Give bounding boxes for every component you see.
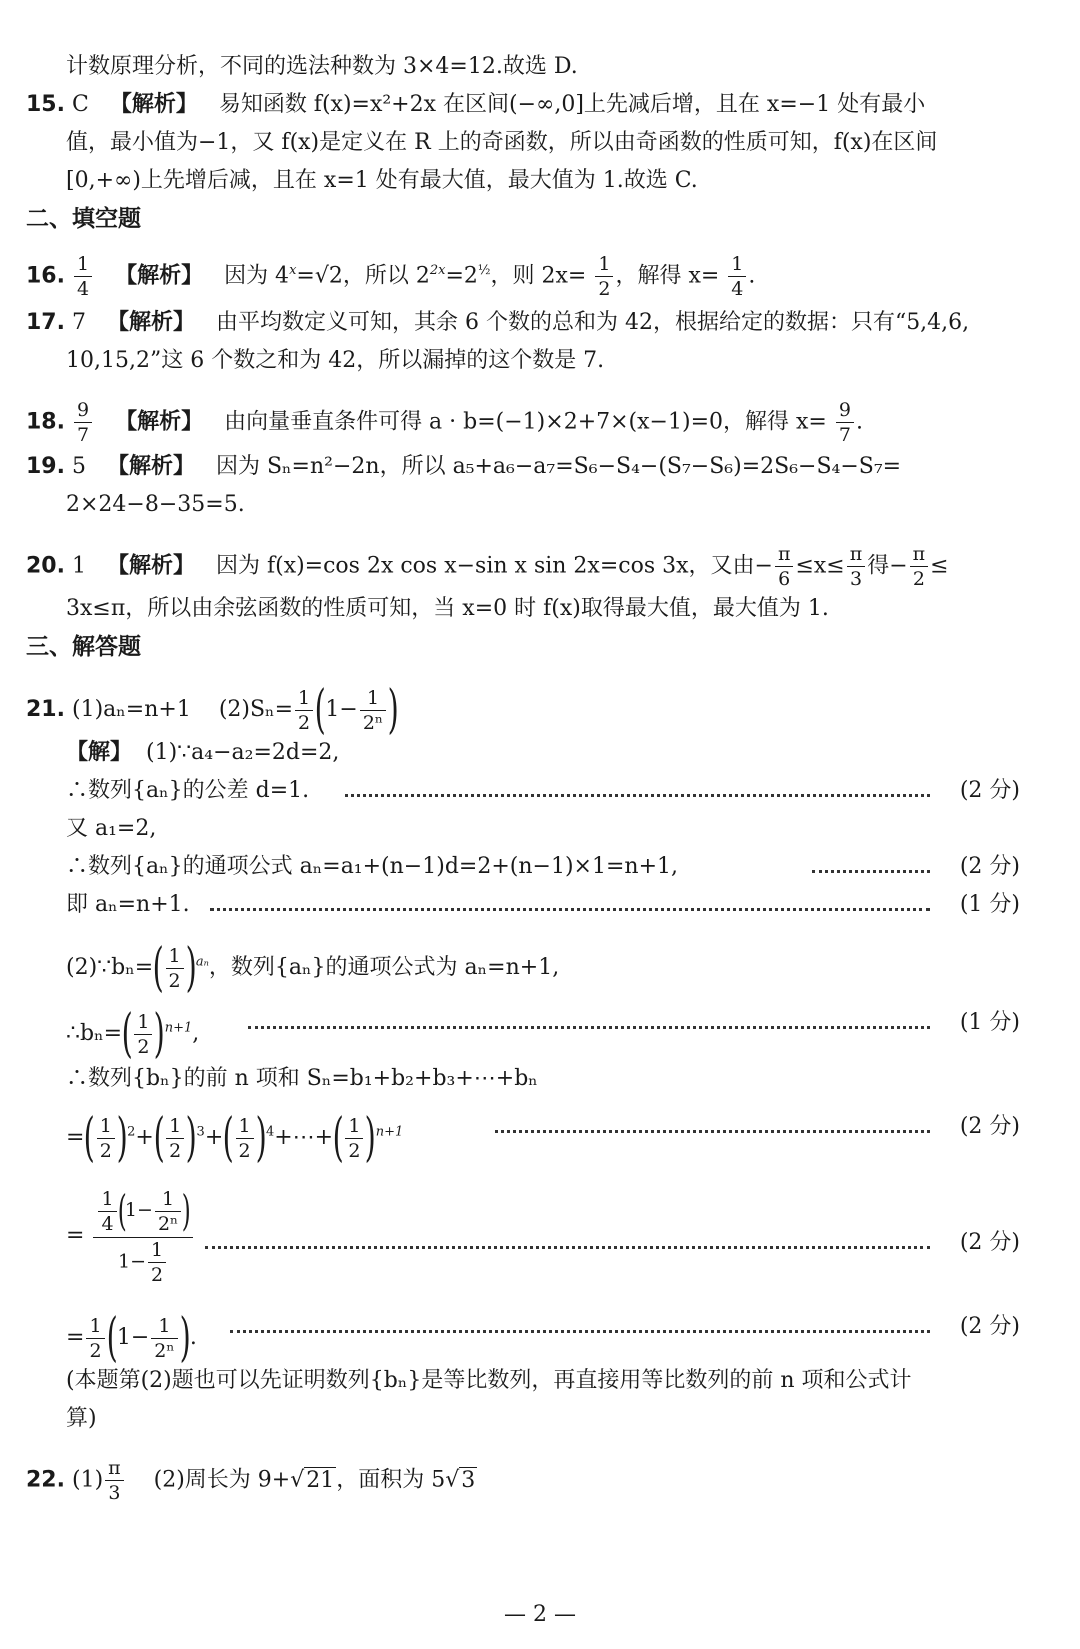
q16-tag: 【解析】 (115, 263, 204, 289)
q21-note-line1: (本题第(2)题也可以先证明数列{bₙ}是等比数列，再直接用等比数列的前 n 项和公式计 (66, 1368, 912, 1393)
dot-leader (230, 1330, 930, 1333)
q20-tag: 【解析】 (106, 553, 195, 579)
q21-number: 21. (26, 697, 65, 722)
q19-line1 (26, 452, 901, 482)
q16-number: 16. (26, 263, 65, 289)
q17-line1 (26, 308, 969, 338)
continuation-line: 计数原理分析，不同的选法种数为 3×4=12.故选 D. (66, 54, 578, 79)
q21-note-line2: 算) (66, 1406, 97, 1431)
q19-answer: 5 (71, 454, 86, 479)
q18-number: 18. (26, 409, 65, 435)
q16-line: 16. $\frac{1}{4}$ 【解析】 因为 $4^x=√2$，所以 $2^{2x}=2^{\frac{1}{2}}$，则 2x= $\frac{1}{2}$ ，解得 x= $\frac{1}{4}$ . (26, 253, 756, 300)
q21-sol-line5: 即 aₙ=n+1. (66, 892, 190, 917)
score-label: (2 分) (959, 1230, 1020, 1255)
q17-tag: 【解析】 (106, 310, 195, 335)
q20-answer: 1 (71, 553, 86, 579)
q19-tag: 【解析】 (106, 454, 195, 479)
score-label: (2 分) (959, 778, 1020, 803)
q21-sol-line3: 又 a₁=2, (66, 816, 157, 841)
q21-answer-line: 21. (1)aₙ=n+1 (2)Sₙ= $\frac{1}{2}$ (1− $\frac{1}{\text{2ⁿ}}$ ) (26, 680, 399, 740)
q15-number: 15. (26, 92, 65, 117)
score-label: (1 分) (959, 892, 1020, 917)
q21-sol-line11: = $\frac{1}{2}$ (1− $\frac{1}{\text{2ⁿ}}$ ). (66, 1308, 197, 1368)
q21-sol-line1: 【解】 (1)∵a₄−a₂=2d=2, (66, 740, 340, 765)
q21-sol-line8: ∴数列{bₙ}的前 n 项和 Sₙ=b₁+b₂+b₃+⋯+bₙ (66, 1066, 538, 1091)
q19-number: 19. (26, 454, 65, 479)
q15-line1 (26, 90, 925, 120)
q21-sol-line4: ∴数列{aₙ}的通项公式 aₙ=a₁+(n−1)d=2+(n−1)×1=n+1, (66, 854, 678, 879)
q15-line3: [0,+∞)上先增后减，且在 x=1 处有最大值，最大值为 1.故选 C. (66, 168, 698, 193)
q20-line2: 3x≤π，所以由余弦函数的性质可知，当 x=0 时 f(x)取得最大值，最大值为 1. (66, 596, 829, 621)
dot-leader (495, 1130, 930, 1133)
score-label: (2 分) (959, 1314, 1020, 1339)
q20-number: 20. (26, 553, 65, 579)
q17-text-1: 由平均数定义可知，其余 6 个数的总和为 42，根据给定的数据：只有“5,4,6, (215, 310, 970, 335)
q15-text-1: 易知函数 f(x)=x²+2x 在区间(−∞,0]上先减后增，且在 x=−1 处有最小 (218, 92, 926, 117)
q21-sol-line6: (2)∵bₙ=( $\frac{1}{2}$ )$^{a_n}$，数列{aₙ}的通项公式为 aₙ=n+1, (66, 938, 560, 998)
q18-tag: 【解析】 (115, 409, 204, 435)
q21-sol-line10: = $\frac{1}{4}$ (1− $\frac{1}{\text{2ⁿ}}$ ) 1− $\frac{1}{2}$ (66, 1186, 191, 1286)
q18-line: 18. $\frac{9}{7}$ 【解析】 由向量垂直条件可得 a · b=(−1)×2+7×(x−1)=0，解得 x= $\frac{9}{7}$ . (26, 399, 863, 446)
q16-answer-fraction: $\frac{1}{4}$ (74, 252, 92, 301)
section-solutions: 三、解答题 (26, 634, 141, 660)
dot-leader (248, 1026, 930, 1029)
q21-sol-line2: ∴数列{aₙ}的公差 d=1. (66, 778, 310, 803)
q19-line2: 2×24−8−35=5. (66, 492, 245, 517)
q15-answer: C (71, 92, 89, 117)
q21-sol-line9: =( $\frac{1}{2}$ )$^2$+( $\frac{1}{2}$ )$^3$+( $\frac{1}{2}$ )$^4$+⋯+( $\frac{1}{2}$ )$^{n+1}$ (66, 1108, 404, 1168)
dot-leader (210, 908, 930, 911)
q19-text-1: 因为 Sₙ=n²−2n，所以 a₅+a₆−a₇=S₆−S₄−(S₇−S₆)=2S₆−S₄−S₇= (215, 454, 902, 479)
q22-number: 22. (26, 1467, 65, 1493)
score-label: (1 分) (959, 1010, 1020, 1035)
dot-leader (205, 1246, 930, 1249)
q17-line2: 10,15,2”这 6 个数之和为 42，所以漏掉的这个数是 7. (66, 348, 605, 373)
section-fill-blank: 二、填空题 (26, 206, 141, 232)
q17-number: 17. (26, 310, 65, 335)
score-label: (2 分) (959, 854, 1020, 879)
q21-solution-tag: 【解】 (66, 740, 133, 765)
dot-leader (345, 794, 930, 797)
q21-sol-line7: ∴bₙ=( $\frac{1}{2}$ )$^{n+1}$, (66, 1004, 200, 1064)
q15-tag: 【解析】 (109, 92, 198, 117)
q18-answer-fraction: $\frac{9}{7}$ (74, 398, 92, 447)
page-number: — 2 — (504, 1602, 576, 1627)
q17-answer: 7 (71, 310, 86, 335)
q20-line1: 20. 1 【解析】 因为 f(x)=cos 2x cos x−sin x sin 2x=cos 3x，又由− $\frac{\pi}{6}$ ≤x≤ $\frac{\pi}{3}$ 得− $\frac{\pi}{2}$ ≤ (26, 543, 949, 590)
score-label: (2 分) (959, 1114, 1020, 1139)
q15-line2: 值，最小值为−1，又 f(x)是定义在 R 上的奇函数，所以由奇函数的性质可知，f(x)在区间 (66, 130, 938, 155)
dot-leader (812, 870, 930, 873)
q18-text: 由向量垂直条件可得 a · b=(−1)×2+7×(x−1)=0，解得 x= (224, 409, 827, 435)
q22-line: 22. (1) $\frac{\pi}{3}$ (2)周长为 9+√21，面积为 5√3 (26, 1457, 476, 1504)
